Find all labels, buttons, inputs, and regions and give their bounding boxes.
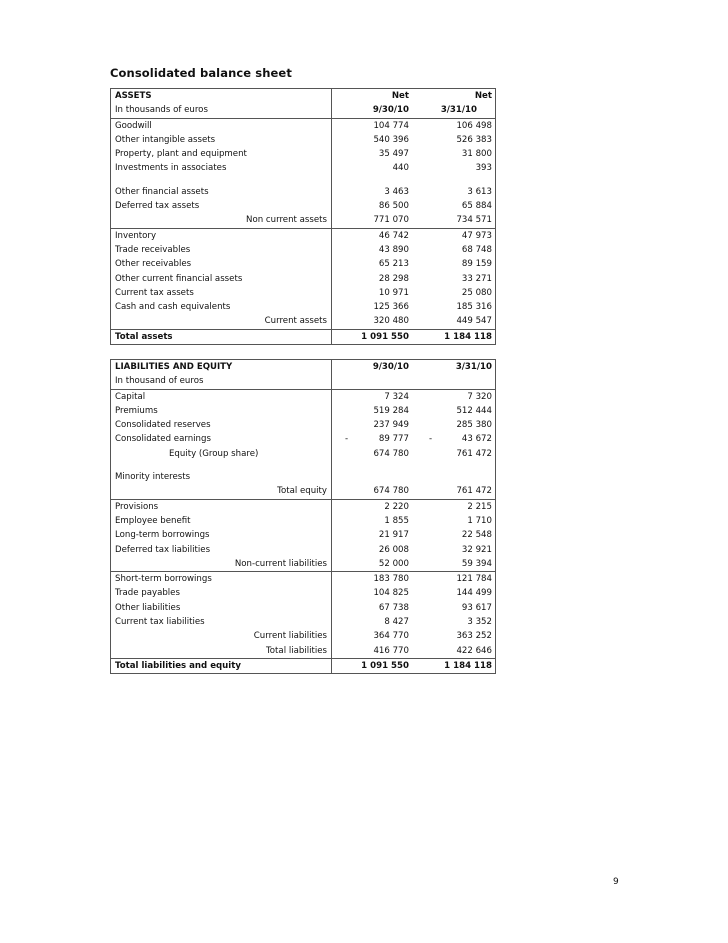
value-c1: 674 780	[373, 448, 409, 459]
row-label: Deferred tax assets	[115, 201, 200, 212]
value-c1: 7 324	[384, 391, 409, 402]
value-c2: 89 159	[461, 259, 492, 270]
value-c1: 440	[392, 163, 409, 174]
value-c1: 26 008	[378, 544, 409, 555]
value-c1: 43 890	[378, 244, 409, 255]
subtotal-row	[111, 314, 495, 329]
value-c1: 183 780	[373, 574, 409, 585]
row-label: Other liabilities	[115, 602, 181, 613]
row-label: Short-term borrowings	[115, 574, 212, 585]
table-row	[111, 586, 495, 600]
value-c1: 86 500	[378, 201, 409, 212]
value-c1: 67 738	[378, 602, 409, 613]
value-c2: 121 784	[456, 574, 492, 585]
negative-sign: -	[345, 434, 349, 445]
table-row	[111, 528, 495, 542]
value-c1: 540 396	[373, 134, 409, 145]
value-c1: 1 091 550	[361, 660, 409, 671]
negative-sign: -	[429, 434, 433, 445]
value-c1: 52 000	[378, 558, 409, 569]
row-label: Consolidated reserves	[115, 420, 211, 431]
value-c1: 237 949	[373, 420, 409, 431]
page-number: 9	[613, 877, 619, 887]
row-label: Other receivables	[115, 259, 192, 270]
assets-header-row	[111, 89, 495, 103]
value-c1: 519 284	[373, 405, 409, 416]
value-c2: 761 472	[456, 486, 492, 497]
liabilities-header-row	[111, 360, 495, 374]
value-c1: 416 770	[373, 645, 409, 656]
row-label: Other intangible assets	[115, 134, 216, 145]
value-c2: 22 548	[461, 530, 492, 541]
table-row	[111, 133, 495, 147]
row-label: Inventory	[115, 230, 157, 241]
value-c2: 1 710	[467, 515, 492, 526]
row-label: Other financial assets	[115, 186, 209, 197]
total-row	[111, 330, 495, 344]
value-c1: 3 463	[384, 186, 409, 197]
col2-date: 3/31/10	[440, 105, 477, 116]
value-c2: 25 080	[461, 287, 492, 298]
value-c1: 125 366	[373, 302, 409, 313]
value-c1: 10 971	[378, 287, 409, 298]
subtotal-row	[111, 484, 495, 499]
col1-heading: Net	[391, 91, 409, 101]
value-c1: 1 091 550	[361, 331, 409, 342]
value-c1: 8 427	[384, 617, 409, 628]
total-label: Total liabilities and equity	[115, 660, 241, 671]
value-c2: 47 973	[461, 230, 492, 241]
subtotal-label: Non current assets	[246, 215, 327, 226]
value-c1: 1 855	[384, 515, 409, 526]
value-c2: 68 748	[461, 244, 492, 255]
value-c2: 422 646	[456, 645, 492, 656]
subtotal-label: Non-current liabilities	[234, 558, 327, 569]
table-row	[111, 432, 495, 446]
value-c2: 1 184 118	[444, 331, 492, 342]
liabilities-table	[110, 359, 496, 674]
value-c2: 285 380	[456, 420, 492, 431]
value-c2: 59 394	[461, 558, 492, 569]
value-c1: 364 770	[373, 631, 409, 642]
row-label: Goodwill	[115, 120, 152, 131]
row-label: Trade receivables	[115, 244, 191, 255]
value-c2: 393	[475, 163, 492, 174]
subtotal-row	[111, 213, 495, 228]
col1-date: 9/30/10	[372, 362, 409, 372]
value-c2: 2 215	[467, 501, 492, 512]
table-row	[111, 572, 495, 586]
value-c1: 674 780	[373, 486, 409, 497]
value-c2: 449 547	[456, 316, 492, 327]
value-c2: 43 672	[461, 434, 492, 445]
value-c2: 761 472	[456, 448, 492, 459]
table-row	[111, 185, 495, 199]
table-row	[111, 615, 495, 629]
subtotal-label: Current assets	[264, 316, 327, 327]
row-label: Investments in associates	[115, 163, 227, 174]
row-label: Current tax assets	[115, 287, 194, 298]
row-label: Minority interests	[115, 472, 191, 483]
units-label: In thousands of euros	[115, 105, 208, 116]
total-label: Total assets	[115, 331, 173, 342]
table-row	[111, 147, 495, 161]
assets-table	[110, 88, 496, 345]
value-c2: 363 252	[456, 631, 492, 642]
subtotal-label: Total liabilities	[266, 645, 327, 656]
table-row	[111, 418, 495, 432]
value-c1: 771 070	[373, 215, 409, 226]
table-row	[111, 286, 495, 300]
table-row	[111, 199, 495, 213]
document-title: Consolidated balance sheet	[110, 66, 292, 80]
units-label: In thousand of euros	[115, 376, 204, 387]
subtotal-row	[111, 629, 495, 643]
row-label: Capital	[115, 391, 146, 402]
row-label: Trade payables	[115, 588, 180, 599]
spacer-row	[111, 176, 495, 185]
table-row	[111, 229, 495, 243]
value-c1: 46 742	[378, 230, 409, 241]
col2-date: 3/31/10	[455, 362, 492, 372]
value-c1: 28 298	[378, 273, 409, 284]
value-c2: 3 613	[467, 186, 492, 197]
value-c2: 31 800	[461, 149, 492, 160]
liabilities-subheader-row	[111, 374, 495, 389]
value-c1: 89 777	[378, 434, 409, 445]
subtotal-row	[111, 447, 495, 461]
value-c2: 3 352	[467, 617, 492, 628]
value-c2: 32 921	[461, 544, 492, 555]
row-label: Employee benefit	[115, 515, 191, 526]
table-row	[111, 161, 495, 175]
row-label: Other current financial assets	[115, 273, 243, 284]
row-label: Deferred tax liabilities	[115, 544, 211, 555]
value-c1: 104 825	[373, 588, 409, 599]
subtotal-label: Equity (Group share)	[169, 448, 259, 459]
subtotal-label: Total equity	[277, 486, 327, 497]
table-row	[111, 243, 495, 257]
value-c2: 7 320	[467, 391, 492, 402]
row-label: Current tax liabilities	[115, 617, 205, 628]
value-c1: 35 497	[378, 149, 409, 160]
subtotal-label: Current liabilities	[253, 631, 327, 642]
table-row	[111, 500, 495, 514]
row-label: Cash and cash equivalents	[115, 302, 231, 313]
value-c2: 1 184 118	[444, 660, 492, 671]
value-c1: 104 774	[373, 120, 409, 131]
spacer-row	[111, 461, 495, 470]
table-row	[111, 257, 495, 271]
total-row	[111, 659, 495, 673]
row-label: Long-term borrowings	[115, 530, 210, 541]
table-row	[111, 390, 495, 404]
row-label: Provisions	[115, 501, 159, 512]
value-c1: 21 917	[378, 530, 409, 541]
table-row	[111, 543, 495, 557]
value-c1: 65 213	[378, 259, 409, 270]
row-label: Premiums	[115, 405, 158, 416]
value-c2: 65 884	[461, 201, 492, 212]
value-c2: 144 499	[456, 588, 492, 599]
value-c2: 93 617	[461, 602, 492, 613]
assets-heading: ASSETS	[115, 91, 152, 101]
value-c2: 185 316	[456, 302, 492, 313]
value-c2: 33 271	[461, 273, 492, 284]
row-label: Property, plant and equipment	[115, 149, 247, 160]
value-c2: 106 498	[456, 120, 492, 131]
table-row	[111, 404, 495, 418]
table-row	[111, 300, 495, 314]
row-label: Consolidated earnings	[115, 434, 211, 445]
value-c1: 2 220	[384, 501, 409, 512]
liabilities-heading: LIABILITIES AND EQUITY	[115, 362, 233, 372]
value-c1: 320 480	[373, 316, 409, 327]
value-c2: 526 383	[456, 134, 492, 145]
assets-subheader-row	[111, 103, 495, 118]
col1-date: 9/30/10	[372, 105, 409, 116]
subtotal-row	[111, 644, 495, 659]
col2-heading: Net	[474, 91, 492, 101]
table-row	[111, 514, 495, 528]
table-row	[111, 470, 495, 484]
value-c2: 512 444	[456, 405, 492, 416]
table-row	[111, 272, 495, 286]
table-row	[111, 601, 495, 615]
table-row	[111, 119, 495, 133]
subtotal-row	[111, 557, 495, 572]
value-c2: 734 571	[456, 215, 492, 226]
